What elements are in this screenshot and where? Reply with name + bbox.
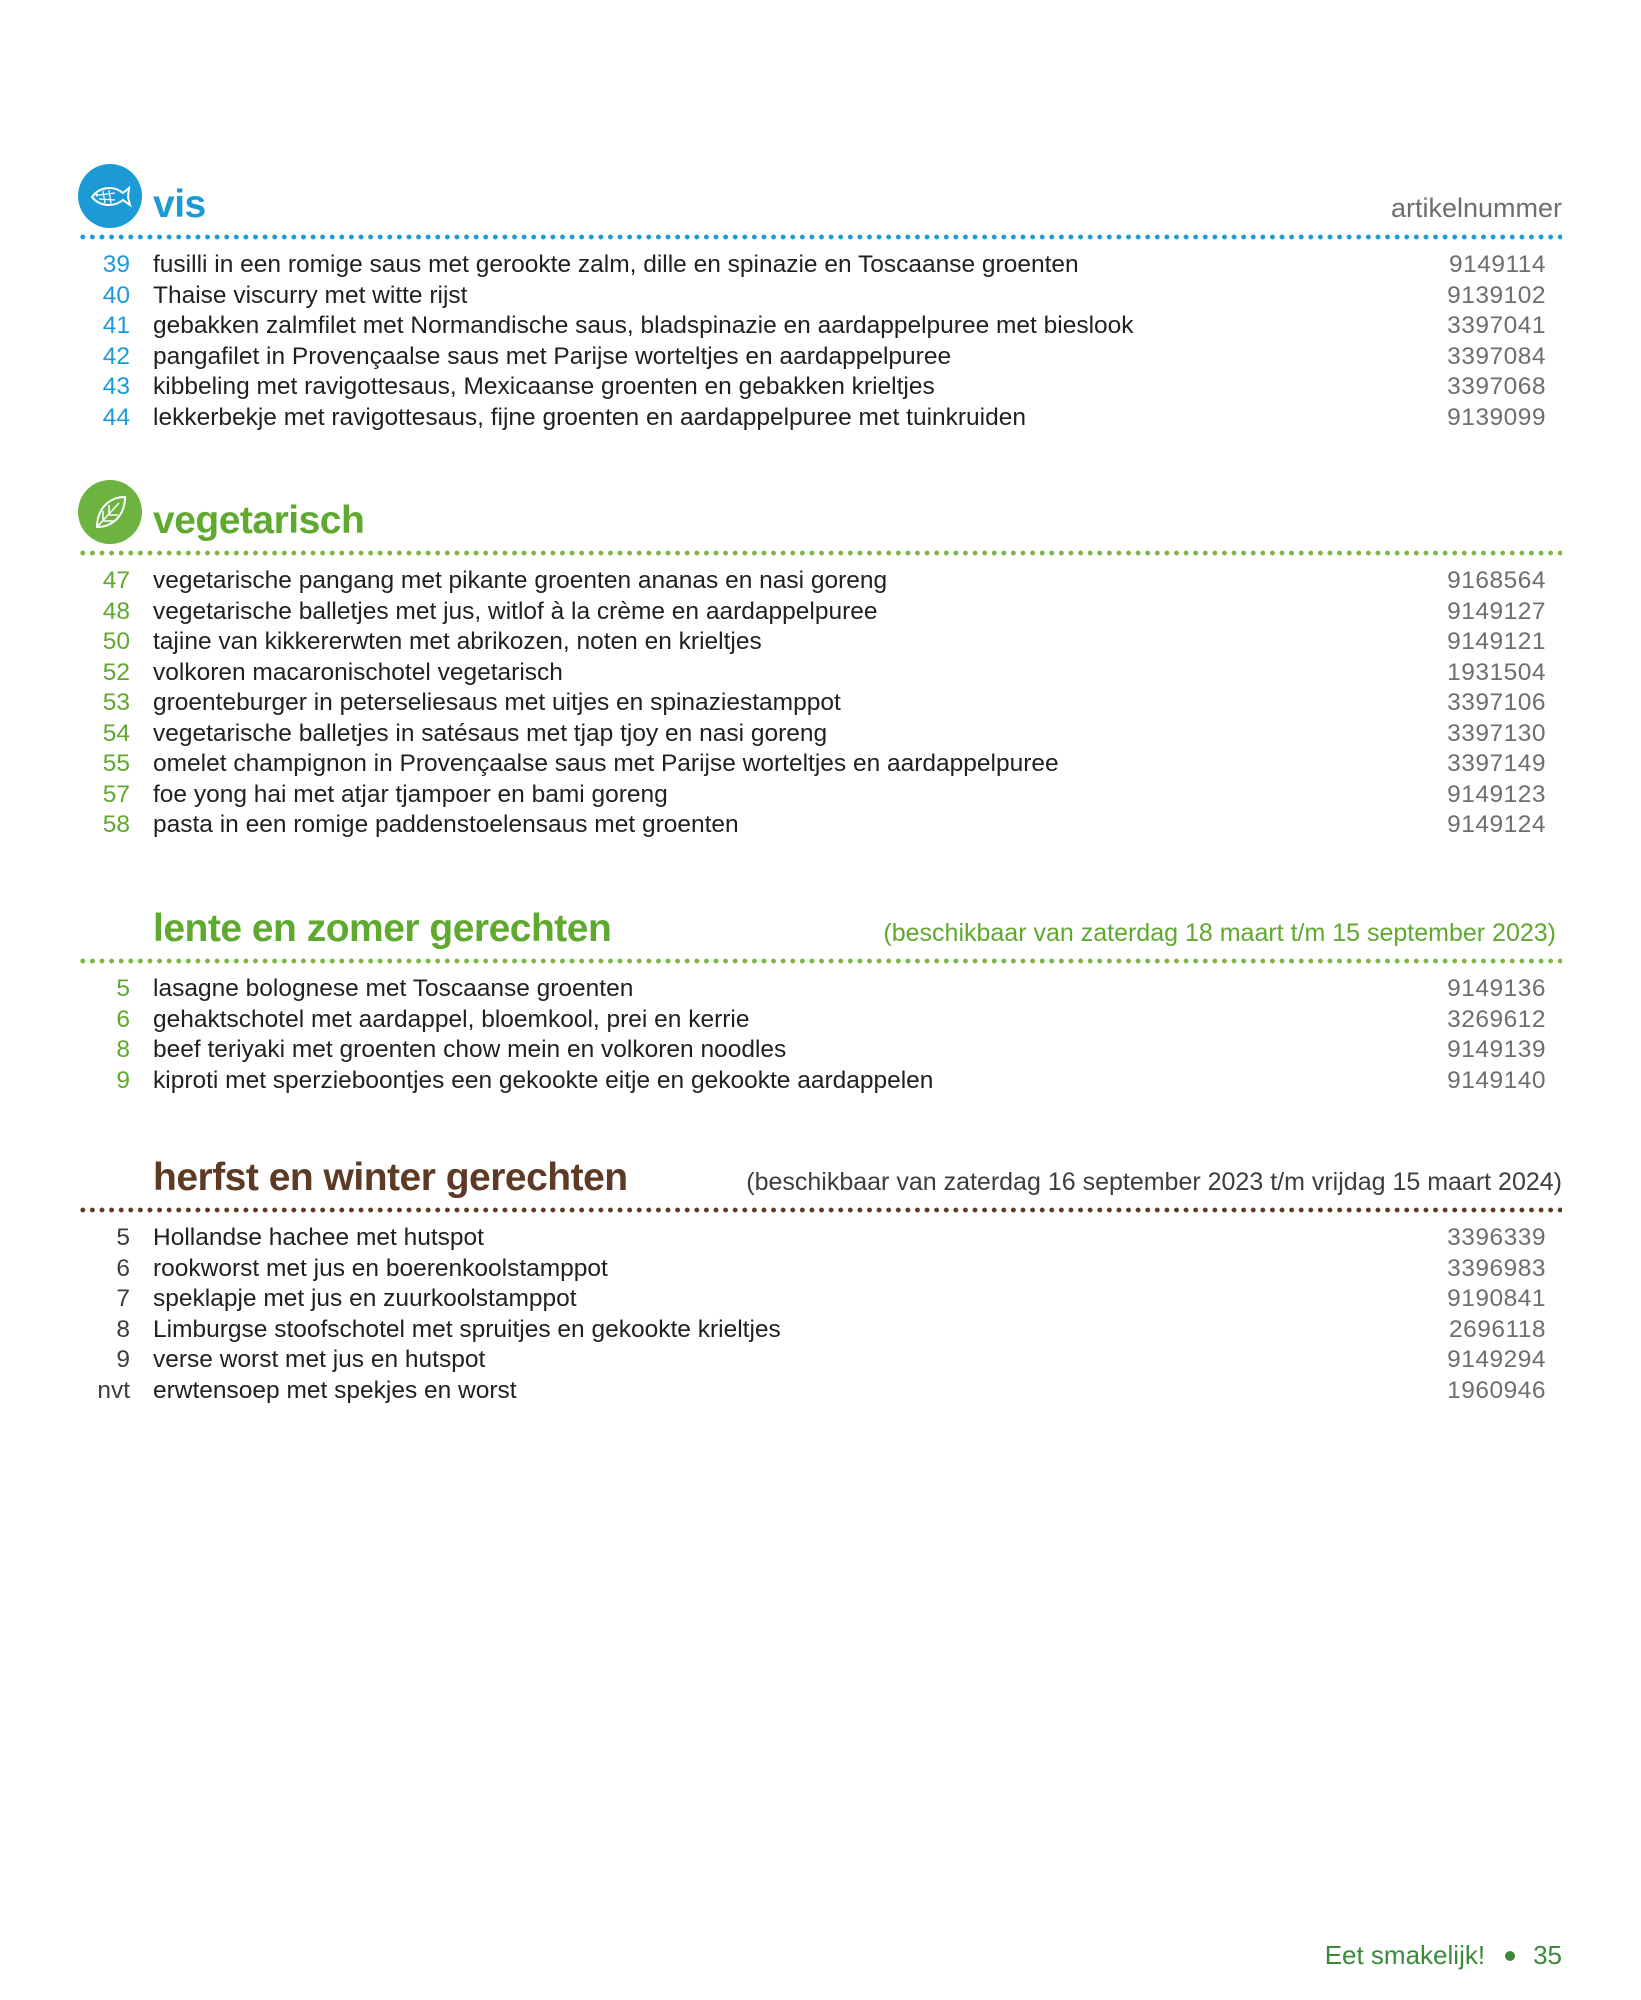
- item-number: 42: [102, 342, 130, 370]
- item-number: 41: [102, 312, 130, 339]
- column-header-artikelnummer: artikelnummer: [1390, 193, 1562, 223]
- list-item: [78, 342, 1562, 373]
- bullet-dot: [1505, 1951, 1515, 1961]
- item-list: [78, 1223, 1562, 1406]
- item-number: 8: [116, 1315, 130, 1343]
- item-description: vegetarische balletjes met jus, witlof à la crème en aardappelpuree: [153, 597, 878, 625]
- item-description: kibbeling met ravigottesaus, Mexicaanse groenten en gebakken krieltjes: [153, 373, 935, 400]
- list-item: [78, 403, 1562, 434]
- item-article-number: 9149124: [1447, 811, 1546, 838]
- item-number: 9: [116, 1066, 130, 1094]
- item-number: 6: [116, 1254, 130, 1282]
- item-number: 39: [102, 251, 130, 278]
- item-number: 58: [102, 811, 130, 838]
- list-item: [78, 1223, 1562, 1254]
- list-item: [78, 749, 1562, 780]
- item-number: 57: [102, 780, 130, 808]
- dotted-divider: [78, 550, 1562, 556]
- item-description: omelet champignon in Provençaalse saus met Parijse worteltjes en aardappelpuree: [153, 750, 1059, 777]
- item-article-number: 9149127: [1447, 597, 1546, 625]
- leaf-icon: [78, 480, 142, 544]
- item-description: speklapje met jus en zuurkoolstamppot: [153, 1285, 577, 1312]
- page-number: 35: [1533, 1940, 1562, 1970]
- list-item: [78, 281, 1562, 312]
- item-description: erwtensoep met spekjes en worst: [153, 1376, 517, 1404]
- item-number: 7: [116, 1285, 130, 1312]
- list-item: [78, 1376, 1562, 1407]
- item-article-number: 9149140: [1447, 1066, 1546, 1094]
- item-number: 54: [102, 719, 130, 747]
- list-item: [78, 1035, 1562, 1066]
- section-header: [78, 888, 1562, 952]
- item-article-number: 1931504: [1447, 658, 1546, 686]
- dotted-divider: [78, 958, 1562, 964]
- list-item: [78, 1345, 1562, 1376]
- list-item: [78, 1254, 1562, 1285]
- item-article-number: 9139102: [1447, 281, 1546, 309]
- list-item: [78, 974, 1562, 1005]
- item-description: vegetarische balletjes in satésaus met tjap tjoy en nasi goreng: [153, 719, 828, 747]
- footer-text: Eet smakelijk!: [1324, 1940, 1486, 1970]
- item-article-number: 3397084: [1447, 342, 1546, 370]
- list-item: [78, 1066, 1562, 1097]
- item-list: [78, 250, 1562, 433]
- item-article-number: 9149123: [1447, 780, 1546, 808]
- item-article-number: 9149294: [1447, 1346, 1546, 1373]
- list-item: [78, 566, 1562, 597]
- list-item: [78, 810, 1562, 841]
- section-herfst-winter: [78, 1137, 1562, 1406]
- dotted-divider: [78, 234, 1562, 240]
- item-article-number: 3397068: [1447, 373, 1546, 400]
- item-description: verse worst met jus en hutspot: [153, 1346, 486, 1373]
- item-number: 5: [116, 1224, 130, 1251]
- item-article-number: 3396983: [1447, 1254, 1546, 1282]
- list-item: [78, 1005, 1562, 1036]
- item-description: Hollandse hachee met hutspot: [153, 1224, 484, 1251]
- item-description: gehaktschotel met aardappel, bloemkool, prei en kerrie: [153, 1005, 750, 1033]
- item-number: 53: [102, 689, 130, 716]
- item-description: tajine van kikkererwten met abrikozen, noten en krieltjes: [153, 628, 762, 655]
- section-vegetarisch: [78, 480, 1562, 841]
- list-item: [78, 780, 1562, 811]
- item-article-number: 9149139: [1447, 1036, 1546, 1063]
- item-article-number: 9149136: [1447, 975, 1546, 1002]
- availability-note: (beschikbaar van zaterdag 16 september 2023 t/m vrijdag 15 maart 2024): [746, 1168, 1562, 1196]
- item-description: volkoren macaronischotel vegetarisch: [153, 658, 563, 686]
- item-list: [78, 974, 1562, 1096]
- item-number: 5: [116, 975, 130, 1002]
- list-item: [78, 372, 1562, 403]
- item-description: Limburgse stoofschotel met spruitjes en gekookte krieltjes: [153, 1315, 781, 1343]
- list-item: [78, 597, 1562, 628]
- fish-icon: [78, 164, 142, 228]
- item-description: rookworst met jus en boerenkoolstamppot: [153, 1254, 608, 1282]
- item-article-number: 9139099: [1447, 403, 1546, 431]
- list-item: [78, 658, 1562, 689]
- item-description: beef teriyaki met groenten chow mein en volkoren noodles: [153, 1036, 787, 1063]
- item-description: kiproti met sperzieboontjes een gekookte eitje en gekookte aardappelen: [153, 1066, 934, 1094]
- item-description: gebakken zalmfilet met Normandische saus, bladspinazie en aardappelpuree met bieslook: [153, 312, 1134, 339]
- availability-note: (beschikbaar van zaterdag 18 maart t/m 15 september 2023): [883, 919, 1556, 947]
- item-description: vegetarische pangang met pikante groenten ananas en nasi goreng: [153, 567, 888, 594]
- item-article-number: 3397130: [1447, 719, 1546, 747]
- item-description: pangafilet in Provençaalse saus met Parijse worteltjes en aardappelpuree: [153, 342, 952, 370]
- section-title: lente en zomer gerechten: [153, 907, 612, 950]
- item-list: [78, 566, 1562, 841]
- section-header: [78, 164, 1562, 228]
- item-number: 40: [102, 281, 130, 309]
- section-title: vis: [153, 183, 206, 226]
- item-article-number: 1960946: [1447, 1376, 1546, 1404]
- item-article-number: 3269612: [1447, 1005, 1546, 1033]
- item-number: 6: [116, 1005, 130, 1033]
- section-header: [78, 480, 1562, 544]
- section-vis: [78, 164, 1562, 433]
- item-description: lasagne bolognese met Toscaanse groenten: [153, 975, 634, 1002]
- item-description: fusilli in een romige saus met gerookte zalm, dille en spinazie en Toscaanse groenten: [153, 251, 1079, 278]
- list-item: [78, 719, 1562, 750]
- item-number: 44: [102, 403, 130, 431]
- item-article-number: 9190841: [1447, 1285, 1546, 1312]
- item-article-number: 3397106: [1447, 689, 1546, 716]
- item-article-number: 3397149: [1447, 750, 1546, 777]
- list-item: [78, 627, 1562, 658]
- item-number: 48: [102, 597, 130, 625]
- list-item: [78, 1315, 1562, 1346]
- item-number: nvt: [97, 1376, 130, 1404]
- item-article-number: 3397041: [1447, 312, 1546, 339]
- section-header: [78, 1137, 1562, 1201]
- item-number: 43: [102, 373, 130, 400]
- item-number: 9: [116, 1346, 130, 1373]
- section-lente-zomer: [78, 888, 1562, 1096]
- section-title: vegetarisch: [153, 499, 365, 542]
- item-number: 47: [102, 567, 130, 594]
- item-article-number: 2696118: [1448, 1315, 1546, 1343]
- item-article-number: 3396339: [1447, 1224, 1546, 1251]
- item-description: foe yong hai met atjar tjampoer en bami goreng: [153, 780, 668, 808]
- list-item: [78, 250, 1562, 281]
- item-number: 8: [116, 1036, 130, 1063]
- dotted-divider: [78, 1207, 1562, 1213]
- item-number: 52: [102, 658, 130, 686]
- section-title: herfst en winter gerechten: [153, 1156, 628, 1199]
- page-footer: [1325, 1940, 1562, 1971]
- item-number: 55: [102, 750, 130, 777]
- list-item: [78, 688, 1562, 719]
- list-item: [78, 1284, 1562, 1315]
- item-number: 50: [102, 628, 130, 655]
- item-description: pasta in een romige paddenstoelensaus met groenten: [153, 811, 739, 838]
- item-description: groenteburger in peterseliesaus met uitjes en spinaziestamppot: [153, 689, 841, 716]
- item-description: Thaise viscurry met witte rijst: [153, 281, 468, 309]
- item-description: lekkerbekje met ravigottesaus, fijne groenten en aardappelpuree met tuinkruiden: [153, 403, 1027, 431]
- item-article-number: 9149114: [1448, 251, 1546, 278]
- item-article-number: 9168564: [1447, 567, 1546, 594]
- item-article-number: 9149121: [1447, 628, 1546, 655]
- list-item: [78, 311, 1562, 342]
